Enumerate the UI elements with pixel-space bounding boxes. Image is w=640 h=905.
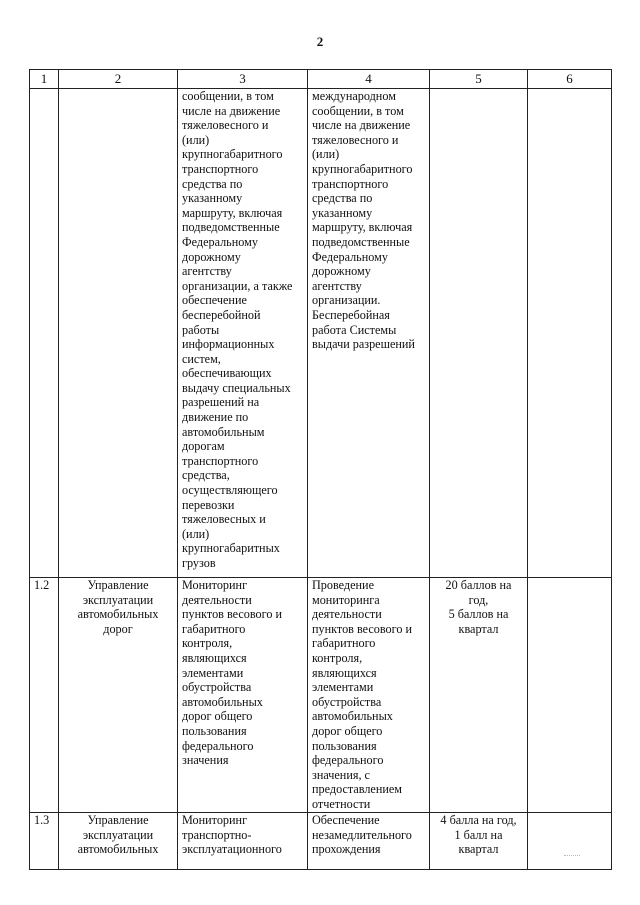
row-number [30,89,59,578]
activity-cell: Мониторинг деятельности пунктов весового и габаритного контроля, являющихся элементами обустройства автомобильных дорог общего пользования федерального значения [178,578,308,813]
scan-artifact [564,855,580,857]
table-row [30,813,612,870]
column-header: 5 [430,70,528,89]
row-number: 1.3 [30,813,59,870]
column-header: 1 [30,70,59,89]
notes-cell [528,813,612,870]
criterion-cell: международном сообщении, в том числе на движение тяжеловесного и (или) крупногабаритного транспортного средства по указанному маршруту, включая подведомственные Федеральному дорожному агентству организации. Бесперебойная работа Системы выдачи разрешений [308,89,430,578]
score-cell: 4 балла на год, 1 балл на квартал [430,813,528,870]
column-header: 4 [308,70,430,89]
department-cell: Управление эксплуатации автомобильных [59,813,178,870]
activity-cell: сообщении, в том числе на движение тяжеловесного и (или) крупногабаритного транспортного средства по указанному маршруту, включая подведомственные Федеральному дорожному агентству организации, а также обеспечение бесперебойной работы информационных систем, обеспечивающих выдачу специальных разрешений на движение по автомобильным дорогам транспортного средства, осуществляющего перевозки тяжеловесных и (или) крупногабаритных грузов [178,89,308,578]
department-cell [59,89,178,578]
notes-cell [528,89,612,578]
column-header: 6 [528,70,612,89]
score-cell [430,89,528,578]
department-cell: Управление эксплуатации автомобильных дорог [59,578,178,813]
notes-cell [528,578,612,813]
criterion-cell: Обеспечение незамедлительного прохождения [308,813,430,870]
table-row [30,578,612,813]
column-header: 2 [59,70,178,89]
page-number: 2 [316,34,324,49]
score-cell: 20 баллов на год, 5 баллов на квартал [430,578,528,813]
table-row [30,89,612,578]
criteria-table [29,69,612,870]
row-number: 1.2 [30,578,59,813]
criterion-cell: Проведение мониторинга деятельности пунктов весового и габаритного контроля, являющихся элементами обустройства автомобильных дорог общего пользования федерального значения, с предоставлением отчетности [308,578,430,813]
activity-cell: Мониторинг транспортно- эксплуатационного [178,813,308,870]
table-header-row [30,70,612,89]
column-header: 3 [178,70,308,89]
